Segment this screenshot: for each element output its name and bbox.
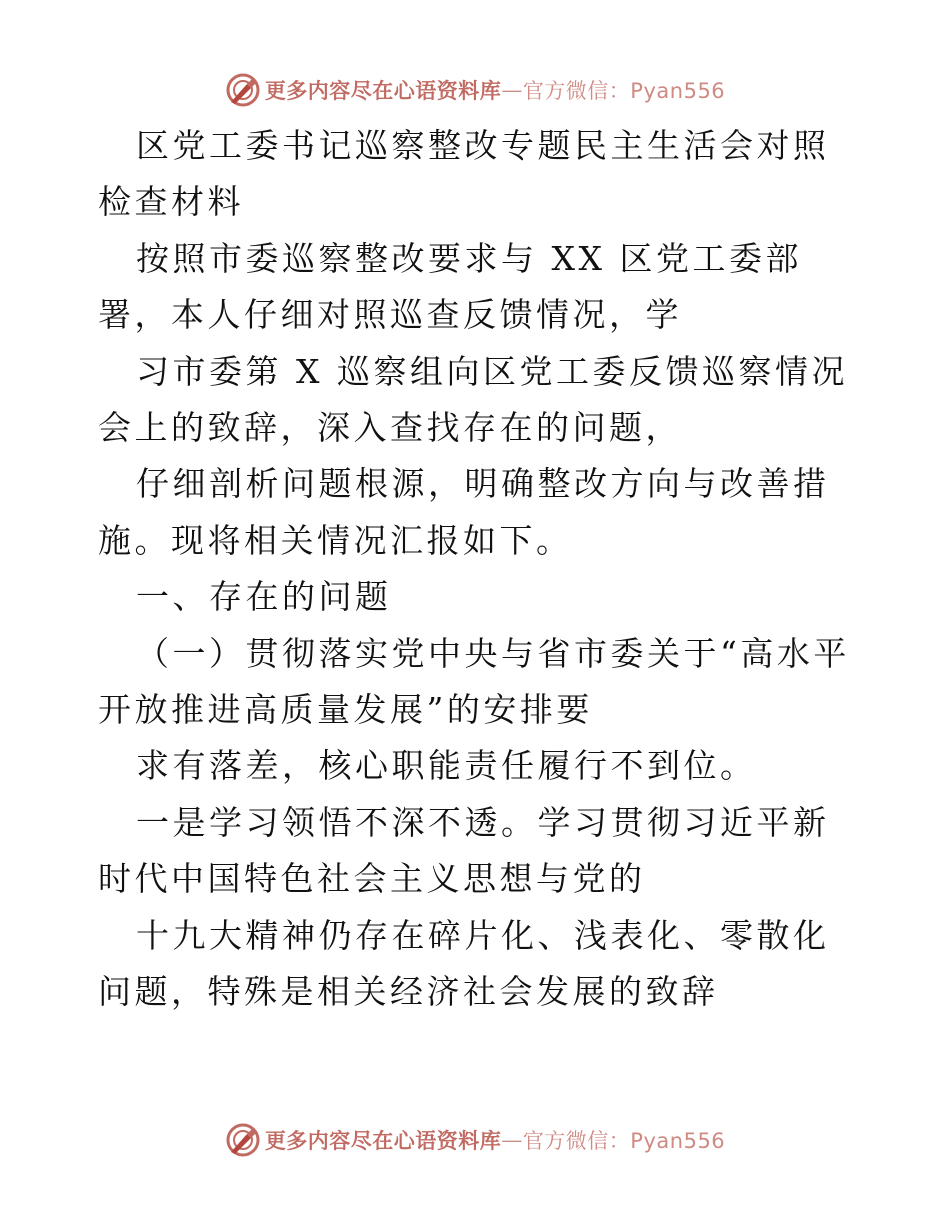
watermark-contact: 官方微信：Pyan556 <box>522 1129 726 1153</box>
pen-logo-icon <box>225 72 261 108</box>
paragraph: 十九大精神仍存在碎片化、浅表化、零散化问题，特殊是相关经济社会发展的致辞 <box>98 915 830 1012</box>
header-watermark <box>0 70 950 110</box>
watermark-separator: — <box>501 1128 523 1152</box>
paragraph: 求有落差，核心职能责任履行不到位。 <box>136 746 757 786</box>
paragraph: 习市委第 X 巡察组向区党工委反馈巡察情况会上的致辞，深入查找存在的问题， <box>98 351 848 448</box>
subsection-heading: （一）贯彻落实党中央与省市委关于“高水平开放推进高质量发展”的安排要 <box>98 633 850 730</box>
document-body <box>98 118 858 1021</box>
paragraph: 仔细剖析问题根源，明确整改方向与改善措施。现将相关情况汇报如下。 <box>98 464 830 560</box>
paragraph: 一是学习领悟不深不透。学习贯彻习近平新时代中国特色社会主义思想与党的 <box>98 802 830 899</box>
watermark-brand: 更多内容尽在心语资料库 <box>264 1128 502 1153</box>
footer-watermark <box>0 1120 950 1160</box>
document-title: 区党工委书记巡察整改专题民主生活会对照检查材料 <box>98 126 830 222</box>
section-heading: 一、存在的问题 <box>136 577 392 617</box>
watermark-brand: 更多内容尽在心语资料库 <box>264 78 502 103</box>
paragraph: 按照市委巡察整改要求与 XX 区党工委部署，本人仔细对照巡查反馈情况，学 <box>98 238 802 335</box>
pen-logo-icon <box>225 1122 261 1158</box>
watermark-separator: — <box>501 78 523 102</box>
watermark-contact: 官方微信：Pyan556 <box>522 79 726 103</box>
